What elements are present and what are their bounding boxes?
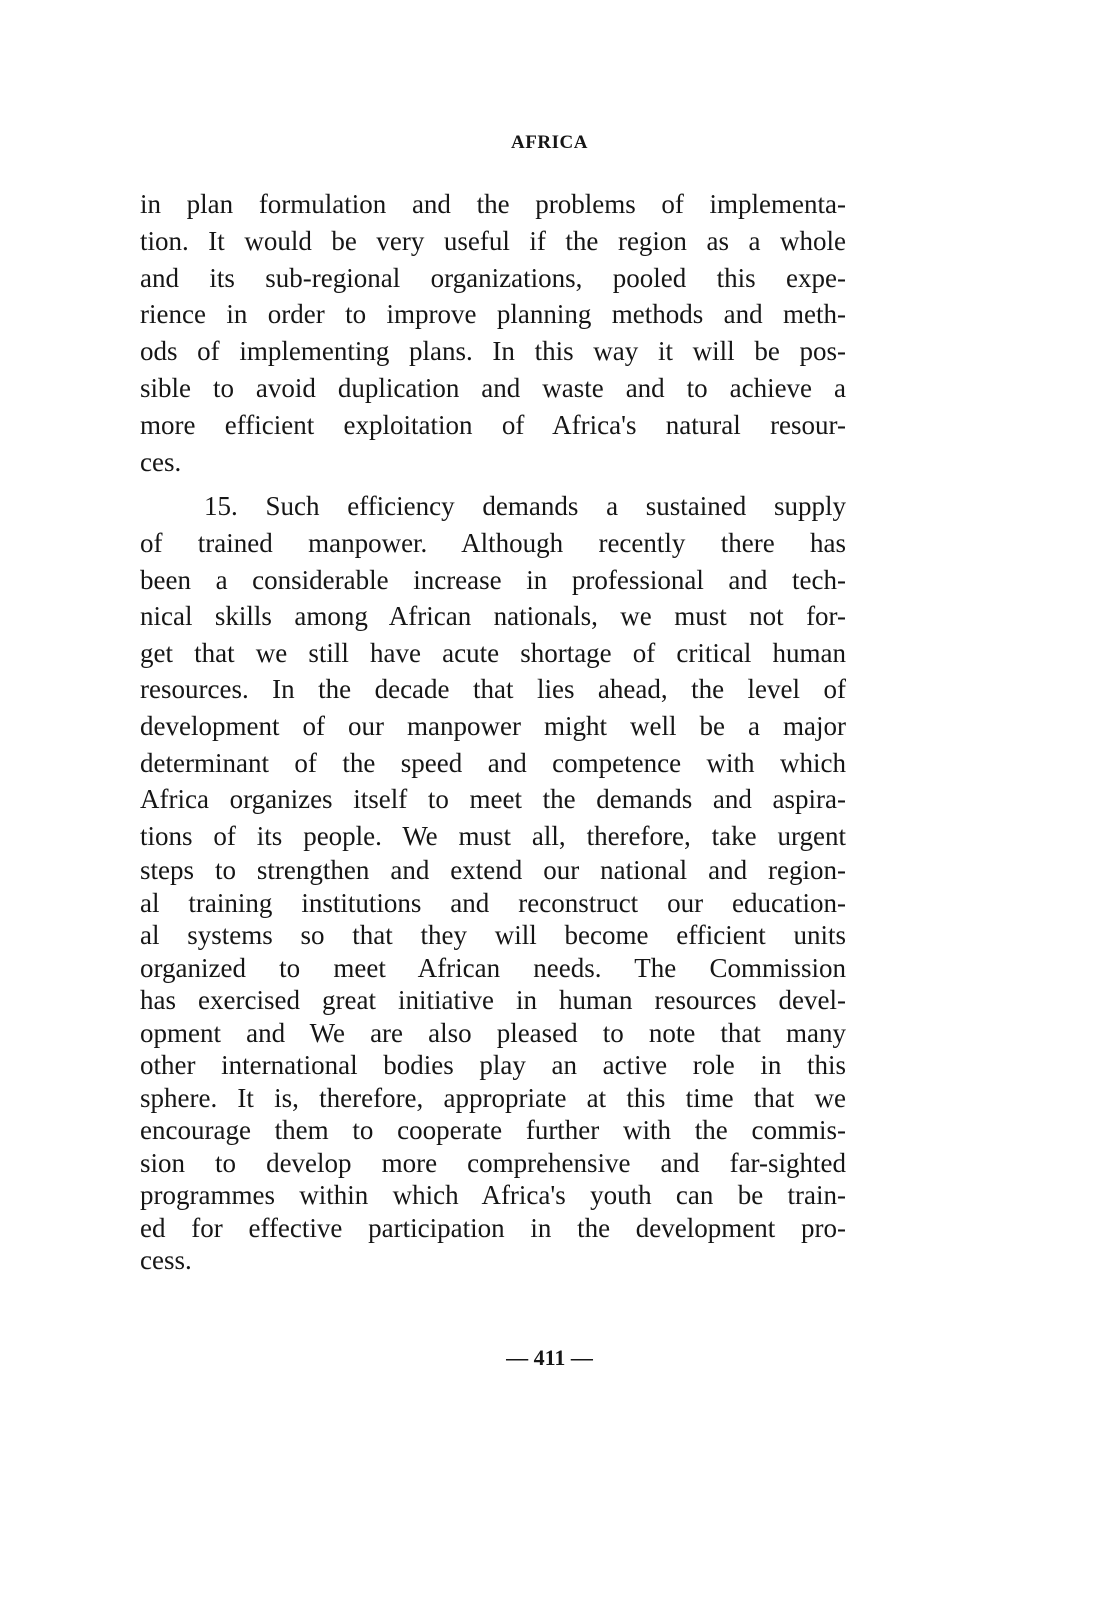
text-line: ces. xyxy=(140,446,182,477)
text-line: and its sub-regional organizations, pooled this expe- xyxy=(140,262,846,293)
text-line: been a considerable increase in professional and tech- xyxy=(140,564,846,595)
text-line: al systems so that they will become efficient units xyxy=(140,920,846,951)
text-line: in plan formulation and the problems of implementa- xyxy=(140,189,846,219)
text-line: of trained manpower. Although recently there has xyxy=(140,527,846,558)
text-line: more efficient exploitation of Africa's natural resour- xyxy=(140,409,846,440)
text-line: tions of its people. We must all, therefore, take urgent xyxy=(140,820,846,851)
text-line: steps to strengthen and extend our national and region- xyxy=(140,855,846,886)
text-line: get that we still have acute shortage of critical human xyxy=(140,637,846,668)
body-text xyxy=(140,186,846,1277)
text-line: has exercised great initiative in human resources devel- xyxy=(140,985,846,1016)
text-line: resources. In the decade that lies ahead, the level of xyxy=(140,674,846,705)
text-line: other international bodies play an active role in this xyxy=(140,1050,846,1081)
text-line: cess. xyxy=(140,1245,192,1276)
paragraph-2 xyxy=(140,488,846,1276)
text-line: ods of implementing plans. In this way it will be pos- xyxy=(140,336,846,367)
text-line: al training institutions and reconstruct our education- xyxy=(140,887,846,918)
text-line: sion to develop more comprehensive and far-sighted xyxy=(140,1147,846,1178)
paragraph-1 xyxy=(140,186,846,480)
page-number: — 411 — xyxy=(506,1345,593,1370)
text-line: tion. It would be very useful if the region as a whole xyxy=(140,225,846,256)
text-line: organized to meet African needs. The Commission xyxy=(140,952,846,983)
text-line: 15. Such efficiency demands a sustained supply xyxy=(204,491,846,522)
text-line: rience in order to improve planning methods and meth- xyxy=(140,299,846,330)
text-line: development of our manpower might well be a major xyxy=(140,710,846,741)
text-line: opment and We are also pleased to note that many xyxy=(140,1017,846,1048)
text-line: sphere. It is, therefore, appropriate at this time that we xyxy=(140,1082,846,1113)
text-line: determinant of the speed and competence with which xyxy=(140,747,846,778)
text-line: sible to avoid duplication and waste and to achieve a xyxy=(140,372,846,403)
text-line: nical skills among African nationals, we must not for- xyxy=(140,601,846,632)
running-head: AFRICA xyxy=(511,132,588,153)
text-line: Africa organizes itself to meet the demands and aspira- xyxy=(140,784,846,815)
text-line: encourage them to cooperate further with the commis- xyxy=(140,1115,846,1146)
text-line: programmes within which Africa's youth can be train- xyxy=(140,1180,846,1211)
text-line: ed for effective participation in the development pro- xyxy=(140,1212,846,1243)
